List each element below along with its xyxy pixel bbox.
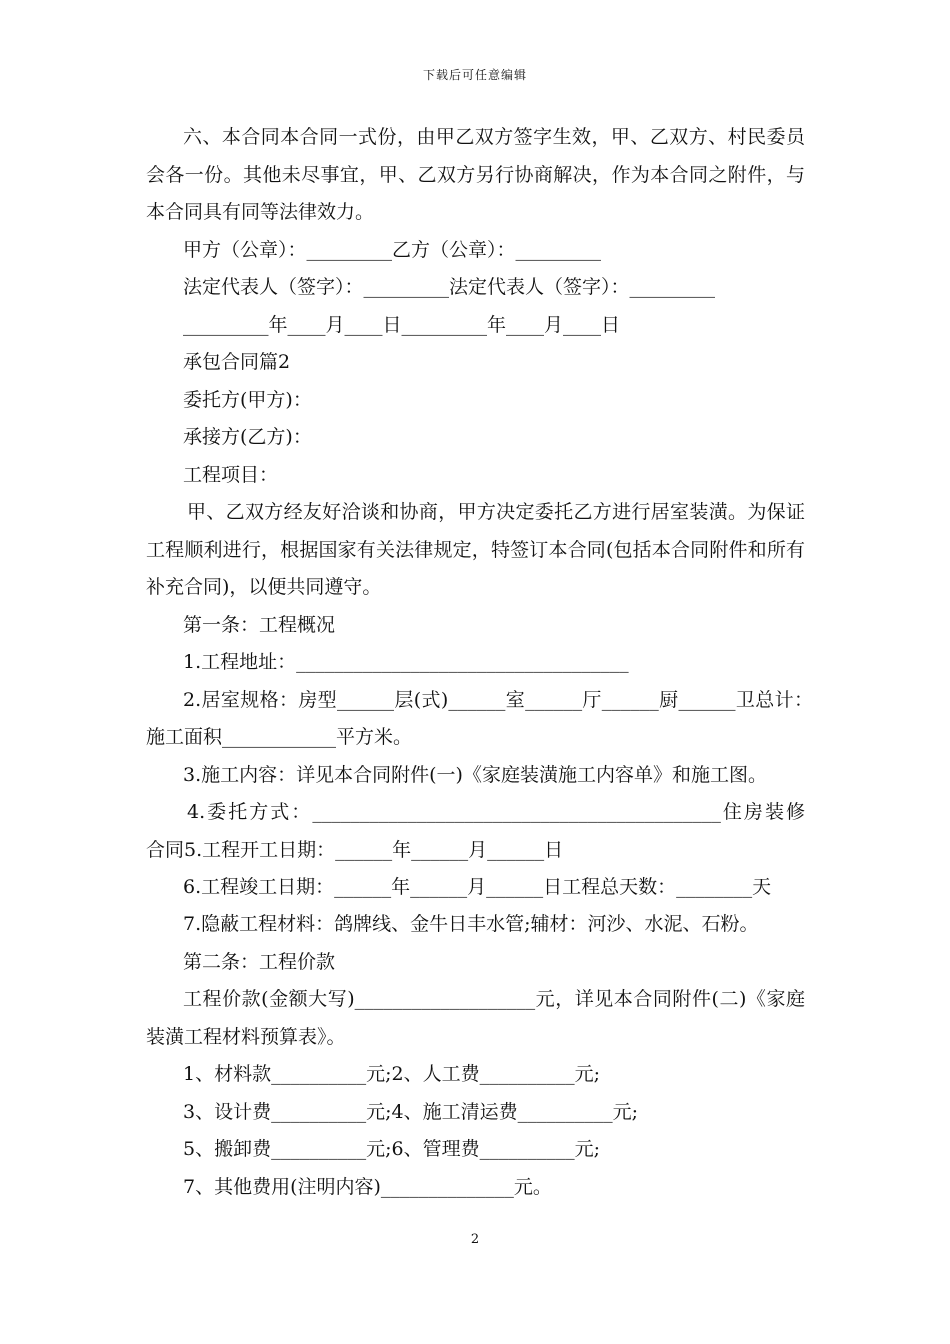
body-line: 六、本合同本合同一式份，由甲乙双方签字生效，甲、乙双方、村民委员 bbox=[183, 126, 805, 148]
body-line: 承接方(乙方)： bbox=[183, 426, 312, 448]
body-line: 本合同具有同等法律效力。 bbox=[146, 201, 375, 223]
body-line: 1.工程地址：___________________________________ bbox=[183, 651, 629, 673]
article-heading: 第二条：工程价款 bbox=[183, 951, 336, 973]
body-line: 工程价款(金额大写)___________________元，详见本合同附件(二)《家庭 bbox=[183, 988, 805, 1010]
body-line: 7、其他费用(注明内容)______________元。 bbox=[183, 1176, 552, 1198]
body-line: 委托方(甲方)： bbox=[183, 389, 312, 411]
body-line: 5、搬卸费__________元;6、管理费__________元; bbox=[183, 1138, 600, 1160]
body-line: 工程顺利进行，根据国家有关法律规定，特签订本合同(包括本合同附件和所有 bbox=[146, 539, 805, 561]
body-line: 4.委托方式：___________________________________________住房装修 bbox=[187, 801, 805, 823]
article-heading: 第一条：工程概况 bbox=[183, 614, 336, 636]
body-line: 3.施工内容：详见本合同附件(一)《家庭装潢施工内容单》和施工图。 bbox=[183, 764, 767, 786]
body-line: 7.隐蔽工程材料：鸽牌线、金牛日丰水管;辅材：河沙、水泥、石粉。 bbox=[183, 913, 759, 935]
section-title: 承包合同篇2 bbox=[183, 351, 291, 373]
page-number: 2 bbox=[470, 1232, 480, 1247]
signature-line-representative: 法定代表人（签字）：_________法定代表人（签字）：_________ bbox=[183, 276, 716, 298]
body-line: 装潢工程材料预算表》。 bbox=[146, 1026, 346, 1048]
body-line: 合同5.工程开工日期：______年______月______日 bbox=[146, 839, 564, 861]
body-line: 3、设计费__________元;4、施工清运费__________元; bbox=[183, 1101, 638, 1123]
signature-line-seal: 甲方（公章）：_________乙方（公章）：_________ bbox=[183, 239, 602, 261]
body-line: 2.居室规格：房型______层(式)______室______厅______厨______卫总计： bbox=[183, 689, 813, 711]
body-line: 甲、乙双方经友好洽谈和协商，甲方决定委托乙方进行居室装潢。为保证 bbox=[187, 501, 805, 523]
page-header-note: 下载后可任意编辑 bbox=[422, 68, 527, 82]
body-line: 工程项目： bbox=[183, 464, 279, 486]
body-line: 补充合同)，以便共同遵守。 bbox=[146, 576, 382, 598]
body-line: 会各一份。其他未尽事宜，甲、乙双方另行协商解决，作为本合同之附件，与 bbox=[146, 164, 805, 186]
body-line: 1、材料款__________元;2、人工费__________元; bbox=[183, 1063, 600, 1085]
body-line: 6.工程竣工日期：______年______月______日工程总天数：________天 bbox=[183, 876, 772, 898]
date-line: _________年____月____日_________年____月____日 bbox=[183, 314, 621, 336]
body-line: 施工面积____________平方米。 bbox=[146, 726, 413, 748]
